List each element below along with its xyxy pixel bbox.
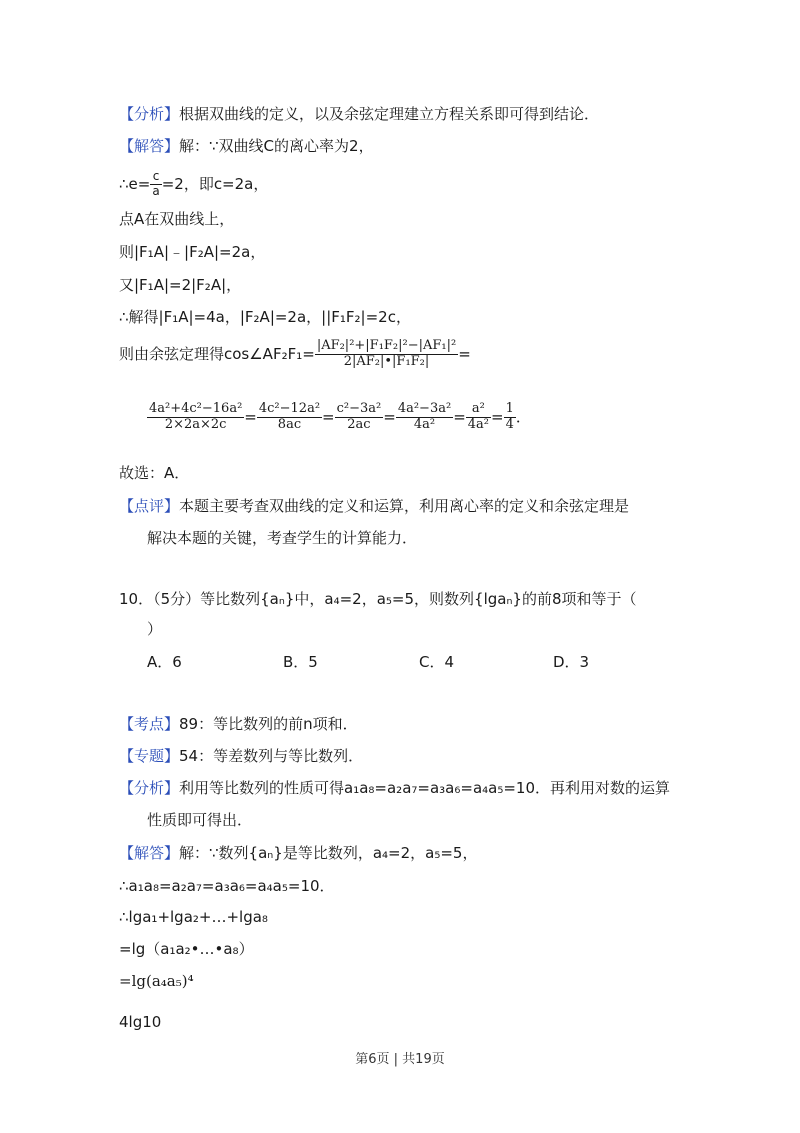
comment-tag: 【点评】 [119,497,180,515]
chain-denominator: 4a² [396,417,453,433]
question-10-stem-end: ） [147,620,163,638]
chain-denominator: 2×2a×2c [147,417,244,433]
chain-denominator: 2ac [335,417,384,433]
e-suffix: =2，即c=2a， [161,174,269,193]
cosine-line [119,339,471,370]
point-a-line: 点A在双曲线上， [119,210,235,228]
equals-sign: = [244,407,257,426]
analysis-10-text: 利用等比数列的性质可得a₁a₈=a₂a₇=a₃a₆=a₄a₅=10．再利用对数的运算 [179,779,671,797]
equals-sign: = [453,407,466,426]
log-sum-line: ∴lga₁+lga₂+…+lga₈ [119,908,268,926]
equals-sign: = [383,407,396,426]
answer-10-line [119,843,477,863]
chain-numerator: 4a²−3a² [397,401,452,416]
answer-10-text: 解：∵数列{aₙ}是等比数列，a₄=2，a₅=5， [179,844,478,862]
chain-denominator: 4 [505,416,514,432]
fraction-chain-end: ． [515,407,531,426]
option-a: A．6 [147,653,182,671]
analysis-10-line [119,778,670,798]
e-fraction [150,170,161,199]
kaodian-line [119,714,358,734]
answer-10-tag: 【解答】 [119,844,180,862]
kaodian-tag: 【考点】 [119,715,180,733]
chain-denominator: 8ac [257,417,322,433]
select-line: 故选：A． [119,464,190,482]
difference-line: 则|F₁A|﹣|F₂A|=2a， [119,243,266,261]
comment-line [119,496,629,516]
comment-line-2: 解决本题的关键，考查学生的计算能力． [147,529,418,547]
chain-fraction [257,402,322,433]
comment-text: 本题主要考查双曲线的定义和运算，利用离心率的定义和余弦定理是 [179,497,630,515]
answer-line [119,136,374,156]
question-10-stem: 10．（5分）等比数列{aₙ}中，a₄=2，a₅=5，则数列{lgaₙ}的前8项和等于（ [119,590,637,608]
chain-fraction [504,402,516,433]
page-footer: 第6页 | 共19页 [355,1052,445,1067]
cosine-fraction [315,339,458,370]
cosine-numerator: |AF₂|²+|F₁F₂|²−|AF₁|² [316,338,457,353]
e-numerator: c [152,169,160,183]
chain-fraction [396,402,453,433]
analysis-10-tag: 【分析】 [119,779,180,797]
chain-numerator: 1 [505,401,514,416]
cosine-denominator: 2|AF₂|•|F₁F₂| [315,354,458,370]
chain-denominator: 4a² [467,416,489,432]
cosine-prefix: 则由余弦定理得cos∠AF₂F₁= [119,344,315,363]
log-product-line: =lg（a₁a₂•…•a₈） [119,940,254,958]
chain-numerator: 4c²−12a² [258,401,321,416]
log-result-line: 4lg10 [119,1013,162,1031]
zhuanti-tag: 【专题】 [119,747,180,765]
analysis-10-line-2: 性质即可得出． [147,811,253,829]
analysis-text: 根据双曲线的定义，以及余弦定理建立方程关系即可得到结论． [179,105,600,123]
e-prefix: ∴e= [119,174,151,193]
kaodian-text: 89：等比数列的前n项和． [179,715,358,733]
equals-sign: = [491,407,504,426]
cosine-suffix: = [458,344,471,363]
chain-fraction [335,402,384,433]
zhuanti-line [119,746,363,766]
option-d: D．3 [553,653,590,671]
option-b: B．5 [283,653,318,671]
chain-numerator: 4a²+4c²−16a² [149,401,243,416]
e-denominator: a [152,183,160,198]
chain-fraction [466,402,491,433]
equals-sign: = [322,407,335,426]
option-c: C．4 [419,653,455,671]
answer-tag: 【解答】 [119,137,180,155]
chain-fraction [147,402,244,433]
eccentricity-line [119,170,268,199]
zhuanti-text: 54：等差数列与等比数列． [179,747,364,765]
chain-numerator: c²−3a² [336,401,382,416]
solve-line: ∴解得|F₁A|=4a，|F₂A|=2a，||F₁F₂|=2c， [119,308,411,326]
chain-numerator: a² [471,401,485,416]
analysis-tag: 【分析】 [119,105,180,123]
ratio-line: 又|F₁A|=2|F₂A|， [119,276,242,294]
log-power-line: =lg(a₄a₅)⁴ [119,972,194,990]
analysis-line [119,104,599,124]
fraction-chain-terms [147,401,516,432]
answer-options [147,652,647,672]
product-line: ∴a₁a₈=a₂a₇=a₃a₆=a₄a₅=10． [119,877,335,895]
fraction-chain [147,402,531,433]
answer-intro: 解：∵双曲线C的离心率为2， [179,137,374,155]
